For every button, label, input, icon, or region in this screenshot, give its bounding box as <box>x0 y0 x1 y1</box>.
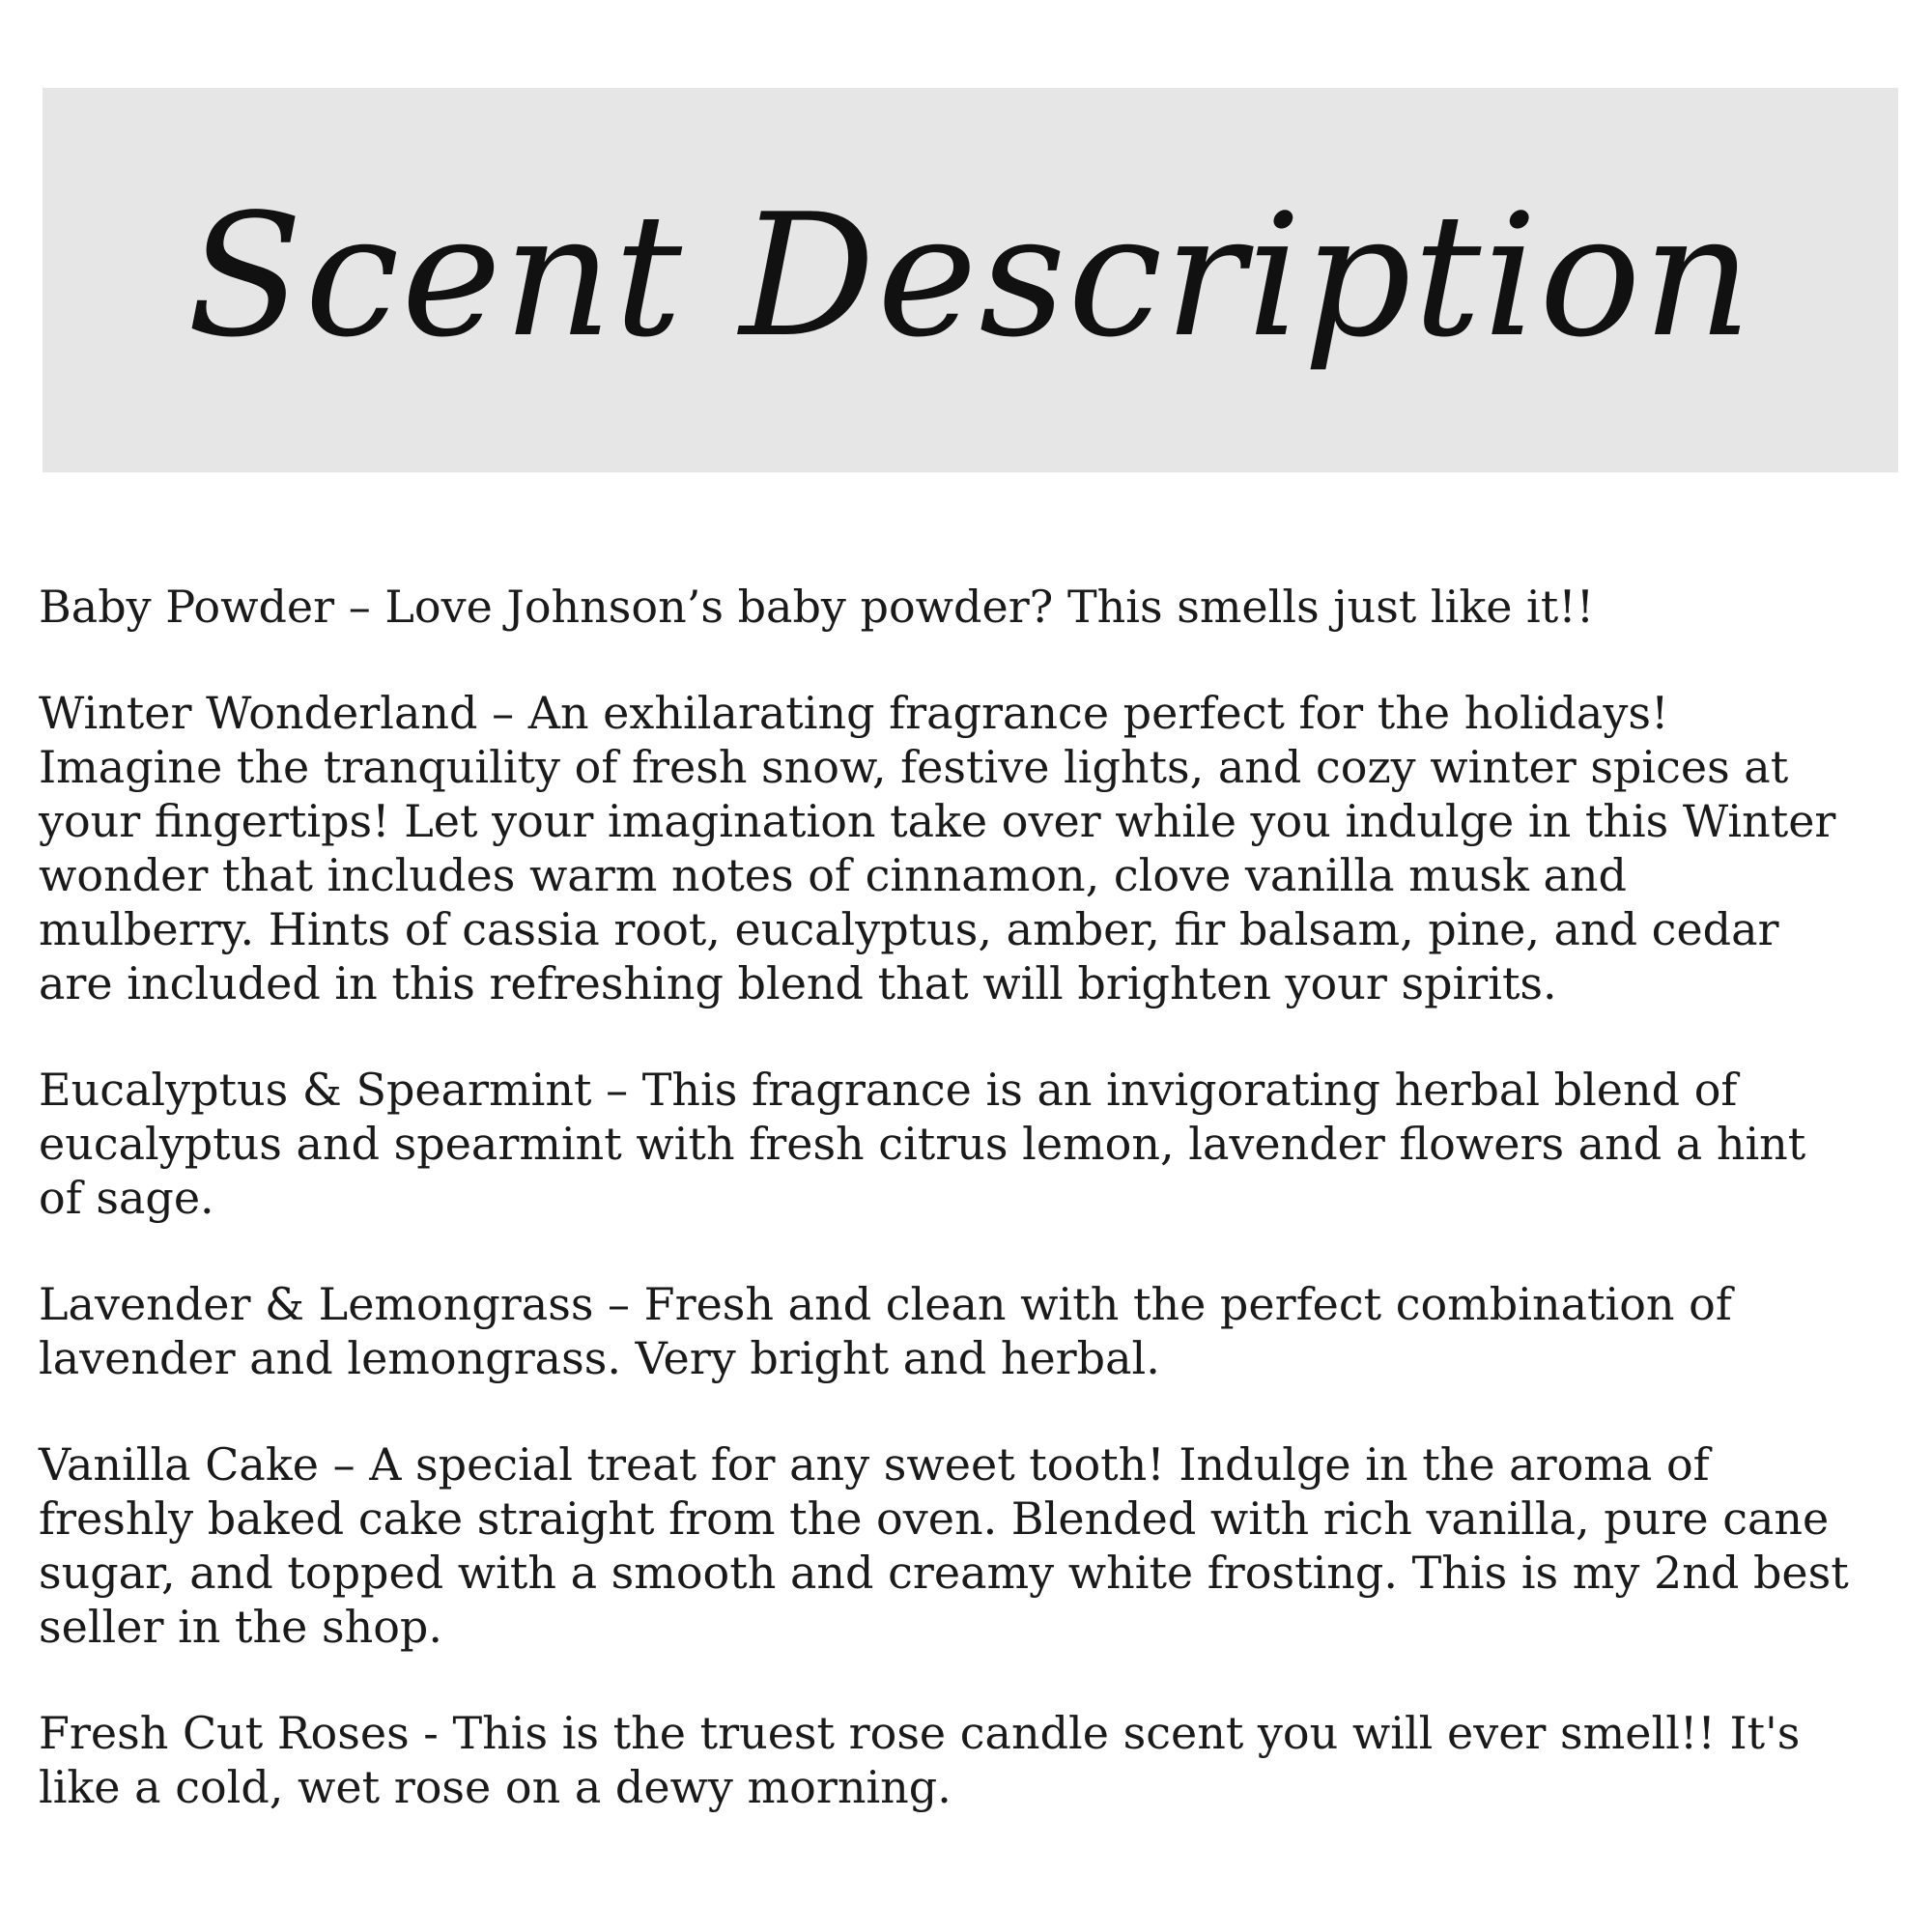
scent-description-vanilla-cake: Vanilla Cake – A special treat for any sweet tooth! Indulge in the aroma of freshly baked cake straight from the oven. Blended with rich vanilla, pure cane sugar, and topped with a smooth and creamy white frosting. This is my 2nd best seller in the shop. <box>39 1438 1849 1653</box>
scent-description-fresh-cut-roses: Fresh Cut Roses - This is the truest rose candle scent you will ever smell!! It's like a cold, wet rose on a dewy morning. <box>39 1707 1801 1813</box>
title-banner <box>43 88 1898 472</box>
scent-description-winter-wonderland: Winter Wonderland – An exhilarating fragrance perfect for the holidays! Imagine the tranquility of fresh snow, festive lights, and cozy winter spices at your fingertips! Let your imagination take over while you indulge in this Winter wonder that includes warm notes of cinnamon, clove vanilla musk and mulberry. Hints of cassia root, eucalyptus, amber, fir balsam, pine, and cedar are included in this refreshing blend that will brighten your spirits. <box>39 687 1836 1009</box>
scent-descriptions <box>39 580 1855 1866</box>
page-title: Scent Description <box>186 178 1754 375</box>
scent-description-eucalyptus-spearmint: Eucalyptus & Spearmint – This fragrance is an invigorating herbal blend of eucalyptus and spearmint with fresh citrus lemon, lavender flowers and a hint of sage. <box>39 1064 1806 1224</box>
scent-description-lavender-lemongrass: Lavender & Lemongrass – Fresh and clean with the perfect combination of lavender and lemongrass. Very bright and herbal. <box>39 1278 1732 1384</box>
scent-description-baby-powder: Baby Powder – Love Johnson’s baby powder? This smells just like it!! <box>39 581 1595 633</box>
